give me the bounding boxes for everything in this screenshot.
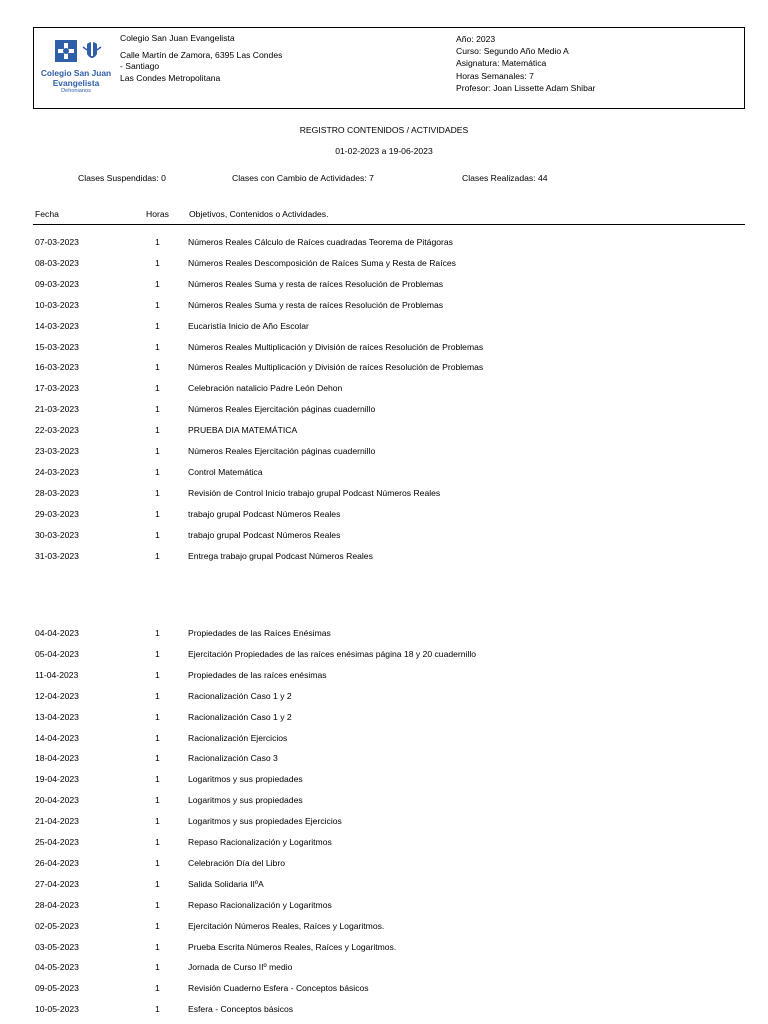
row-description: Números Reales Ejercitación páginas cuadernillo xyxy=(188,404,376,415)
row-description: Prueba Escrita Números Reales, Raíces y Logaritmos. xyxy=(188,941,397,952)
row-date: 26-04-2023 xyxy=(35,857,79,868)
table-row xyxy=(0,298,768,312)
row-hours: 1 xyxy=(155,320,160,331)
row-hours: 1 xyxy=(155,690,160,701)
row-hours: 1 xyxy=(155,529,160,540)
row-date: 28-03-2023 xyxy=(35,487,79,498)
stat-cambio: Clases con Cambio de Actividades: 7 xyxy=(232,173,374,183)
row-hours: 1 xyxy=(155,648,160,659)
table-row xyxy=(0,402,768,416)
row-date: 07-03-2023 xyxy=(35,237,79,247)
course-curso: Curso: Segundo Año Medio A xyxy=(456,46,569,57)
report-date-range: 01-02-2023 a 19-06-2023 xyxy=(335,146,433,156)
logo-name-line1: Colegio San Juan xyxy=(40,68,112,78)
row-hours: 1 xyxy=(155,425,160,436)
table-row xyxy=(0,340,768,354)
row-date: 22-03-2023 xyxy=(35,425,79,436)
row-date: 08-03-2023 xyxy=(35,257,79,268)
table-row xyxy=(0,919,768,933)
row-date: 10-03-2023 xyxy=(35,299,79,310)
row-date: 17-03-2023 xyxy=(35,383,79,394)
row-date: 14-04-2023 xyxy=(35,732,79,743)
row-date: 13-04-2023 xyxy=(35,711,79,722)
row-date: 21-04-2023 xyxy=(35,816,79,827)
row-date: 14-03-2023 xyxy=(35,320,79,331)
row-date: 15-03-2023 xyxy=(35,341,79,352)
table-row xyxy=(0,277,768,291)
table-row xyxy=(0,1002,768,1016)
row-date: 02-05-2023 xyxy=(35,920,79,931)
row-hours: 1 xyxy=(155,341,160,352)
table-row xyxy=(0,486,768,500)
row-description: Números Reales Suma y resta de raíces Resolución de Problemas xyxy=(188,299,444,310)
row-date: 19-04-2023 xyxy=(35,774,79,785)
row-description: Números Reales Multiplicación y División de raíces Resolución de Problemas xyxy=(188,362,484,373)
school-logo xyxy=(40,38,112,100)
table-row xyxy=(0,647,768,661)
row-date: 30-03-2023 xyxy=(35,529,79,540)
course-profesor: Profesor: Joan Lissette Adam Shibar xyxy=(456,82,596,93)
table-row xyxy=(0,856,768,870)
row-hours: 1 xyxy=(155,711,160,722)
school-header xyxy=(33,27,745,109)
row-description: Números Reales Ejercitación páginas cuadernillo xyxy=(188,446,376,456)
row-description: Jornada de Curso IIº medio xyxy=(188,962,293,973)
row-date: 09-05-2023 xyxy=(35,983,79,994)
row-hours: 1 xyxy=(155,857,160,868)
row-description: Salida Solidaria IIºA xyxy=(188,878,264,889)
row-date: 12-04-2023 xyxy=(35,690,79,701)
row-description: Repaso Racionalización y Logaritmos xyxy=(188,837,332,847)
row-hours: 1 xyxy=(155,466,160,477)
school-info xyxy=(120,33,282,84)
table-row xyxy=(0,960,768,974)
row-date: 25-04-2023 xyxy=(35,837,79,847)
table-row xyxy=(0,235,768,249)
row-date: 10-05-2023 xyxy=(35,1004,79,1015)
table-row xyxy=(0,793,768,807)
row-date: 20-04-2023 xyxy=(35,795,79,806)
row-description: Entrega trabajo grupal Podcast Números Reales xyxy=(188,550,373,561)
table-row xyxy=(0,381,768,395)
row-hours: 1 xyxy=(155,1004,160,1015)
row-description: PRUEBA DIA MATEMÁTICA xyxy=(188,425,298,436)
row-hours: 1 xyxy=(155,487,160,498)
row-date: 05-04-2023 xyxy=(35,648,79,659)
table-row xyxy=(0,626,768,640)
table-row xyxy=(0,772,768,786)
row-date: 23-03-2023 xyxy=(35,446,79,456)
row-hours: 1 xyxy=(155,257,160,268)
table-row xyxy=(0,465,768,479)
row-hours: 1 xyxy=(155,628,160,638)
row-description: Números Reales Descomposición de Raíces Suma y Resta de Raíces xyxy=(188,257,456,268)
row-hours: 1 xyxy=(155,362,160,373)
row-hours: 1 xyxy=(155,278,160,289)
row-hours: 1 xyxy=(155,920,160,931)
table-row xyxy=(0,940,768,954)
row-description: Propiedades de las Raíces Enésimas xyxy=(188,628,331,638)
school-address-line3: Las Condes Metropolitana xyxy=(120,72,221,83)
row-description: Ejercitación Números Reales, Raíces y Logaritmos. xyxy=(188,920,385,931)
column-header-fecha: Fecha xyxy=(35,209,59,219)
row-date: 21-03-2023 xyxy=(35,404,79,415)
row-description: Ejercitación Propiedades de las raíces enésimas página 18 y 20 cuadernillo xyxy=(188,648,477,659)
row-hours: 1 xyxy=(155,669,160,680)
table-row xyxy=(0,444,768,458)
table-row xyxy=(0,528,768,542)
row-hours: 1 xyxy=(155,816,160,827)
row-hours: 1 xyxy=(155,899,160,910)
row-description: Esfera - Conceptos básicos xyxy=(188,1004,294,1015)
table-row xyxy=(0,507,768,521)
logo-subtitle: Dehonianos xyxy=(61,88,91,94)
row-date: 28-04-2023 xyxy=(35,899,79,910)
school-address-line2: - Santiago xyxy=(120,61,160,72)
row-date: 18-04-2023 xyxy=(35,753,79,764)
table-row xyxy=(0,668,768,682)
row-hours: 1 xyxy=(155,299,160,310)
row-hours: 1 xyxy=(155,383,160,394)
row-date: 29-03-2023 xyxy=(35,508,79,519)
row-hours: 1 xyxy=(155,795,160,806)
table-row xyxy=(0,710,768,724)
row-hours: 1 xyxy=(155,962,160,973)
row-date: 31-03-2023 xyxy=(35,550,79,561)
row-description: Números Reales Suma y resta de raíces Resolución de Problemas xyxy=(188,278,444,289)
column-header-horas: Horas xyxy=(146,209,169,219)
row-description: Celebración Día del Libro xyxy=(188,857,285,868)
row-date: 03-05-2023 xyxy=(35,941,79,952)
table-row xyxy=(0,981,768,995)
table-row xyxy=(0,423,768,437)
report-title: REGISTRO CONTENIDOS / ACTIVIDADES xyxy=(299,125,469,135)
course-horas: Horas Semanales: 7 xyxy=(456,70,534,81)
table-row xyxy=(0,751,768,765)
row-hours: 1 xyxy=(155,983,160,994)
column-header-objetivos: Objetivos, Contenidos o Actividades. xyxy=(189,209,329,219)
row-description: Propiedades de las raíces enésimas xyxy=(188,669,327,680)
course-asignatura: Asignatura: Matemática xyxy=(456,58,547,69)
row-date: 09-03-2023 xyxy=(35,278,79,289)
row-hours: 1 xyxy=(155,753,160,764)
table-row xyxy=(0,814,768,828)
row-date: 27-04-2023 xyxy=(35,878,79,889)
row-hours: 1 xyxy=(155,446,160,456)
row-description: Racionalización Ejercicios xyxy=(188,732,288,743)
row-description: Revisión Cuaderno Esfera - Conceptos básicos xyxy=(188,983,369,994)
table-row xyxy=(0,835,768,849)
table-row xyxy=(0,256,768,270)
row-hours: 1 xyxy=(155,550,160,561)
table-row xyxy=(0,877,768,891)
row-description: Repaso Racionalización y Logaritmos xyxy=(188,899,332,910)
table-row xyxy=(0,731,768,745)
row-date: 16-03-2023 xyxy=(35,362,79,373)
school-name: Colegio San Juan Evangelista xyxy=(120,33,235,43)
row-hours: 1 xyxy=(155,508,160,519)
row-date: 11-04-2023 xyxy=(35,669,79,680)
table-header xyxy=(33,209,745,225)
row-description: trabajo grupal Podcast Números Reales xyxy=(188,529,341,540)
school-crest-icon xyxy=(45,38,107,68)
row-hours: 1 xyxy=(155,404,160,415)
row-date: 24-03-2023 xyxy=(35,466,79,477)
table-row xyxy=(0,689,768,703)
row-description: Revisión de Control Inicio trabajo grupal Podcast Números Reales xyxy=(188,487,441,498)
row-hours: 1 xyxy=(155,774,160,785)
table-row xyxy=(0,319,768,333)
row-hours: 1 xyxy=(155,837,160,847)
logo-name-line2: Evangelista xyxy=(52,78,100,88)
row-description: Control Matemática xyxy=(188,466,263,477)
row-description: Racionalización Caso 1 y 2 xyxy=(188,690,292,701)
row-description: Eucaristía Inicio de Año Escolar xyxy=(188,320,309,331)
stat-suspendidas: Clases Suspendidas: 0 xyxy=(78,173,166,183)
row-description: Logaritmos y sus propiedades xyxy=(188,795,303,806)
table-row xyxy=(0,549,768,563)
row-hours: 1 xyxy=(155,941,160,952)
row-description: Racionalización Caso 3 xyxy=(188,753,278,764)
row-date: 04-04-2023 xyxy=(35,628,79,638)
row-description: Celebración natalicio Padre León Dehon xyxy=(188,383,343,394)
row-description: trabajo grupal Podcast Números Reales xyxy=(188,508,341,519)
school-address-line1: Calle Martín de Zamora, 6395 Las Condes xyxy=(120,49,283,60)
table-row xyxy=(0,898,768,912)
row-date: 04-05-2023 xyxy=(35,962,79,973)
table-row xyxy=(0,360,768,374)
row-hours: 1 xyxy=(155,237,160,247)
row-description: Números Reales Cálculo de Raíces cuadradas Teorema de Pitágoras xyxy=(188,237,453,247)
row-description: Logaritmos y sus propiedades Ejercicios xyxy=(188,816,342,827)
row-description: Logaritmos y sus propiedades xyxy=(188,774,303,785)
row-description: Números Reales Multiplicación y División de raíces Resolución de Problemas xyxy=(188,341,484,352)
row-hours: 1 xyxy=(155,878,160,889)
course-info xyxy=(456,33,596,94)
stat-realizadas: Clases Realizadas: 44 xyxy=(462,173,548,183)
row-hours: 1 xyxy=(155,732,160,743)
course-year: Año: 2023 xyxy=(456,34,496,44)
row-description: Racionalización Caso 1 y 2 xyxy=(188,711,292,722)
